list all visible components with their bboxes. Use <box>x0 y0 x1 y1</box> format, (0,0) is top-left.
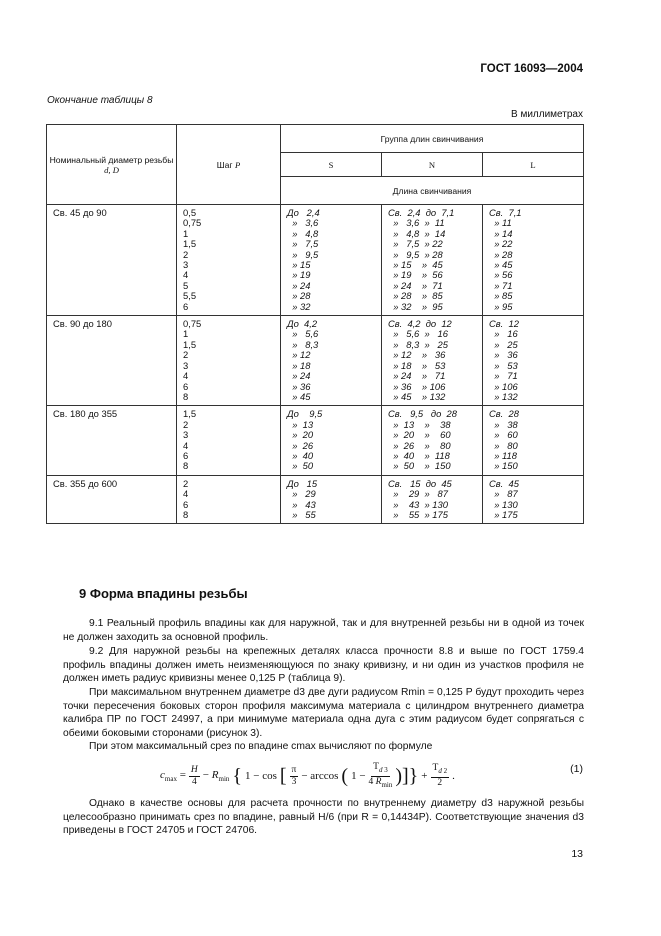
s-cell: До 15 » 29 » 43 » 55 <box>287 477 318 520</box>
header-pitch: Шаг P <box>177 125 281 205</box>
pitch-cell: 2 4 6 8 <box>183 477 189 520</box>
formula-cmax: $c_{max}$ = $\frac{H}{4}$ − $R_{min}$ { 1 − cos [ $\frac{\pi}{3}$ − arccos ( 1 − $\frac{T_{d 3}}{4 R_{min}}$ )]} + $\frac{T_{d 2}}{2}$ . <box>160 762 455 789</box>
l-cell: Св. 7,1 » 11 » 14 » 22 » 28 » 45 » 56 » 71 » 85 » 95 <box>489 207 522 312</box>
l-cell: Св. 45 » 87 » 130 » 175 <box>489 477 519 520</box>
n-cell: Св. 4,2 до 12 » 5,6 » 16 » 8,3 » 25 » 12 » 36 » 18 » 53 » 24 » 71 » 36 » 106 » 45 » 132 <box>388 318 452 402</box>
header-n: N <box>382 153 483 177</box>
document-header: ГОСТ 16093—2004 <box>480 63 583 75</box>
table-caption: Окончание таблицы 8 <box>47 95 153 106</box>
n-cell: Св. 15 до 45 » 29 » 87 » 43 » 130 » 55 » 175 <box>388 477 452 520</box>
range-cell: Св. 355 до 600 <box>53 477 118 489</box>
s-cell: До 9,5 » 13 » 20 » 26 » 40 » 50 <box>287 408 323 472</box>
s-cell: До 4,2 » 5,6 » 8,3 » 12 » 18 » 24 » 36 » 45 <box>287 318 319 402</box>
paragraph-9-1: 9.1 Реальный профиль впадины как для наружной, так и для внутренней резьбы ни в одной из точек не должен заходить за основной профиль. <box>63 618 584 643</box>
pitch-cell: 1,5 2 3 4 6 8 <box>183 408 197 472</box>
l-cell: Св. 12 » 16 » 25 » 36 » 53 » 71 » 106 » 132 <box>489 318 519 402</box>
pitch-cell: 0,5 0,75 1 1,5 2 3 4 5 5,5 6 <box>183 207 202 312</box>
formula-number: (1) <box>570 763 583 775</box>
header-group: Группа длин свинчивания <box>281 125 584 153</box>
table-row <box>47 475 584 524</box>
header-diameter: Номинальный диаметр резьбы d, D <box>47 125 177 205</box>
units-label: В миллиметрах <box>511 109 583 120</box>
l-cell: Св. 28 » 38 » 60 » 80 » 118 » 150 <box>489 408 519 472</box>
paragraph-final: Однако в качестве основы для расчета прочности по внутреннему диаметру d3 наружной резьбы целесообразно принимать срез по впадине, равный H/6 (при R = 0,14434P). Соответствующие значения d3 приведены в ГОСТ 24705 и ГОСТ 24706. <box>63 798 584 837</box>
paragraph-d3: При максимальном внутреннем диаметре d3 две дуги радиусом Rmin = 0,125 P будут проходить через точки пересечения боковых сторон профиля максимума материала с цилиндром внутреннего диаметра калибра ПР по ГОСТ 24997, а при минимуме материала одна дуга с этим радиусом будет сопрягаться с обеими боковыми сторонами (рисунок 3). <box>63 687 584 739</box>
n-cell: Св. 9,5 до 28 » 13 » 38 » 20 » 60 » 26 » 80 » 40 » 118 » 50 » 150 <box>388 408 457 472</box>
paragraph-9-2: 9.2 Для наружной резьбы на крепежных деталях класса прочности 8.8 и выше по ГОСТ 1759.4 профиль впадины должен иметь неизменяющуюся по знаку кривизну, и ни один из участков профиля не должен иметь радиус кривизны менее 0,125 P (таблица 9). <box>63 646 584 685</box>
header-l: L <box>483 153 584 177</box>
table-row <box>47 316 584 406</box>
header-length: Длина свинчивания <box>281 177 584 205</box>
range-cell: Св. 180 до 355 <box>53 408 118 420</box>
paragraph-cmax: При этом максимальный срез по впадине cmax вычисляют по формуле <box>89 741 433 752</box>
table-row <box>47 205 584 316</box>
pitch-cell: 0,75 1 1,5 2 3 4 6 8 <box>183 318 202 402</box>
table-row <box>47 406 584 475</box>
thread-length-table <box>46 124 584 524</box>
page-number: 13 <box>571 848 583 860</box>
range-cell: Св. 45 до 90 <box>53 207 107 218</box>
header-s: S <box>281 153 382 177</box>
n-cell: Св. 2,4 до 7,1 » 3,6 » 11 » 4,8 » 14 » 7,5 » 22 » 9,5 » 28 » 15 » 45 » 19 » 56 » 24 » 71 » 28 » 85 » 32 » 95 <box>388 207 455 312</box>
section-title: 9 Форма впадины резьбы <box>79 586 248 601</box>
range-cell: Св. 90 до 180 <box>53 318 112 330</box>
s-cell: До 2,4 » 3,6 » 4,8 » 7,5 » 9,5 » 15 » 19 » 24 » 28 » 32 <box>287 207 320 312</box>
